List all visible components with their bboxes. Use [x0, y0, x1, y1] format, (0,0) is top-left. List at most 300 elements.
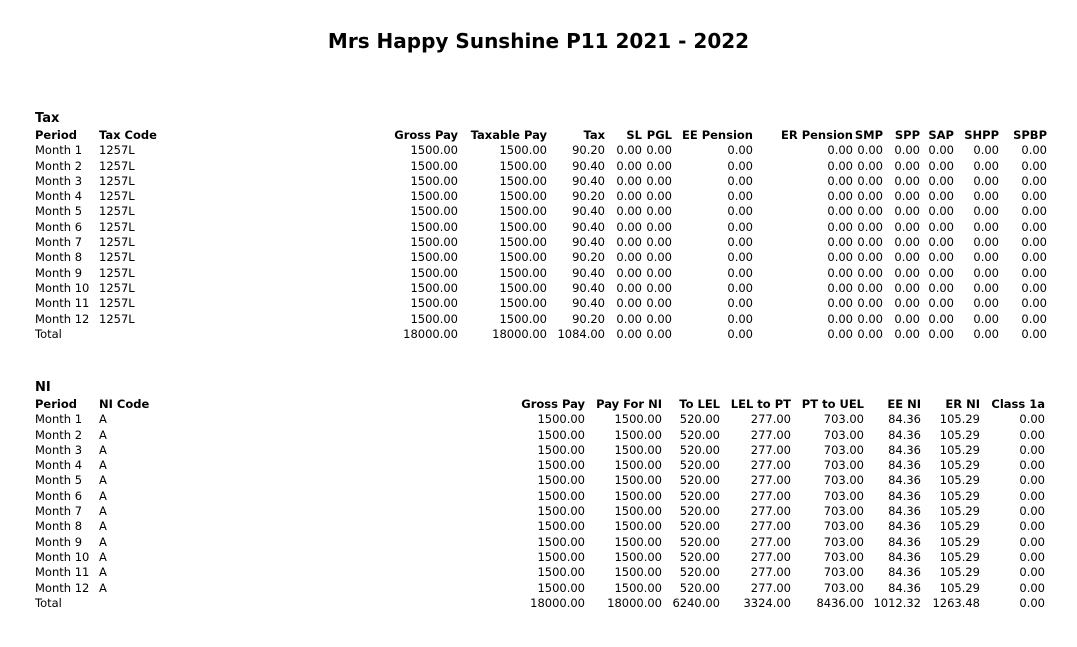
tax-cell-tax-code: 1257L: [99, 189, 135, 204]
ni-cell-lel-to-pt: 277.00: [750, 565, 791, 580]
ni-cell-class-1a: 0.00: [1019, 565, 1045, 580]
tax-cell-tax: 90.40: [572, 280, 605, 295]
ni-cell-period: Month 5: [35, 473, 83, 488]
tax-cell-ee-pension: 0.00: [727, 143, 753, 158]
page-title: Mrs Happy Sunshine P11 2021 - 2022: [327, 29, 750, 53]
ni-cell-lel-to-pt: 277.00: [750, 488, 791, 503]
tax-cell-gross-pay: 1500.00: [410, 173, 458, 188]
tax-cell-pgl: 0.00: [646, 173, 672, 188]
ni-total-row: [35, 596, 1045, 611]
table-row: [35, 250, 1047, 265]
tax-cell-er-pension: 0.00: [827, 143, 853, 158]
tax-cell-tax: 90.40: [572, 235, 605, 250]
tax-cell-tax: 90.20: [572, 143, 605, 158]
ni-cell-gross-pay: 1500.00: [537, 427, 585, 442]
ni-cell-pay-for-ni: 1500.00: [614, 488, 662, 503]
tax-cell-spbp: 0.00: [1021, 219, 1047, 234]
tax-cell-taxable-pay: 1500.00: [499, 280, 547, 295]
table-row: [35, 412, 1045, 427]
tax-table: [35, 128, 1047, 342]
tax-cell-shpp: 0.00: [973, 219, 999, 234]
tax-cell-shpp: 0.00: [973, 296, 999, 311]
tax-cell-tax-code: 1257L: [99, 143, 135, 158]
ni-cell-pt-to-uel: 8436.00: [816, 595, 864, 610]
tax-col-smp: SMP: [854, 128, 883, 142]
tax-cell-taxable-pay: 1500.00: [499, 158, 547, 173]
ni-cell-er-ni: 105.29: [939, 473, 980, 488]
ni-cell-period: Total: [35, 595, 62, 610]
tax-cell-period: Month 2: [35, 158, 83, 173]
tax-cell-taxable-pay: 1500.00: [499, 189, 547, 204]
tax-cell-sap: 0.00: [928, 311, 954, 326]
table-row: [35, 281, 1047, 296]
ni-table: [35, 397, 1045, 611]
ni-cell-ee-ni: 84.36: [888, 504, 921, 519]
tax-cell-er-pension: 0.00: [827, 189, 853, 204]
ni-cell-ni-code: A: [99, 565, 107, 580]
ni-cell-to-lel: 520.00: [679, 504, 720, 519]
ni-cell-gross-pay: 1500.00: [537, 458, 585, 473]
ni-cell-gross-pay: 18000.00: [530, 595, 585, 610]
tax-cell-pgl: 0.00: [646, 280, 672, 295]
ni-cell-ee-ni: 1012.32: [873, 595, 921, 610]
table-row: [35, 489, 1045, 504]
ni-heading: NI: [35, 380, 51, 395]
ni-cell-gross-pay: 1500.00: [537, 488, 585, 503]
ni-cell-gross-pay: 1500.00: [537, 519, 585, 534]
tax-cell-period: Month 4: [35, 189, 83, 204]
ni-cell-pay-for-ni: 1500.00: [614, 549, 662, 564]
ni-cell-lel-to-pt: 277.00: [750, 549, 791, 564]
tax-cell-shpp: 0.00: [973, 311, 999, 326]
tax-cell-smp: 0.00: [857, 235, 883, 250]
tax-cell-sap: 0.00: [928, 296, 954, 311]
ni-cell-lel-to-pt: 277.00: [750, 458, 791, 473]
tax-cell-tax-code: [99, 327, 199, 342]
tax-cell-smp: 0.00: [857, 158, 883, 173]
tax-col-ee-pension: EE Pension: [681, 128, 753, 142]
tax-cell-tax: 90.20: [572, 311, 605, 326]
tax-cell-spp: 0.00: [894, 280, 920, 295]
ni-cell-er-ni: 105.29: [939, 427, 980, 442]
table-row: [35, 220, 1047, 235]
table-row: [35, 159, 1047, 174]
tax-cell-pgl: 0.00: [646, 296, 672, 311]
ni-cell-er-ni: 105.29: [939, 519, 980, 534]
ni-cell-er-ni: 105.29: [939, 442, 980, 457]
table-row: [35, 143, 1047, 158]
tax-cell-sl: 0.00: [616, 265, 642, 280]
ni-cell-lel-to-pt: 277.00: [750, 504, 791, 519]
tax-cell-shpp: 0.00: [973, 326, 999, 341]
tax-cell-period: Month 12: [35, 311, 90, 326]
ni-col-ni-code: NI Code: [99, 397, 150, 411]
tax-cell-tax-code: 1257L: [99, 250, 135, 265]
tax-cell-spbp: 0.00: [1021, 311, 1047, 326]
tax-cell-sl: 0.00: [616, 189, 642, 204]
tax-cell-taxable-pay: 1500.00: [499, 311, 547, 326]
tax-cell-pgl: 0.00: [646, 326, 672, 341]
ni-cell-ee-ni: 84.36: [888, 412, 921, 427]
ni-cell-ni-code: A: [99, 534, 107, 549]
ni-cell-ni-code: A: [99, 549, 107, 564]
ni-cell-to-lel: 520.00: [679, 488, 720, 503]
table-row: [35, 428, 1045, 443]
tax-cell-tax: 90.40: [572, 219, 605, 234]
tax-cell-tax-code: 1257L: [99, 173, 135, 188]
ni-cell-class-1a: 0.00: [1019, 427, 1045, 442]
tax-cell-gross-pay: 1500.00: [410, 265, 458, 280]
tax-cell-taxable-pay: 1500.00: [499, 173, 547, 188]
tax-cell-spp: 0.00: [894, 296, 920, 311]
ni-cell-ni-code: A: [99, 412, 107, 427]
tax-cell-spp: 0.00: [894, 158, 920, 173]
tax-cell-taxable-pay: 1500.00: [499, 265, 547, 280]
tax-col-sl: SL: [626, 128, 642, 142]
ni-cell-pt-to-uel: 703.00: [823, 565, 864, 580]
tax-cell-period: Month 6: [35, 219, 83, 234]
table-row: [35, 535, 1045, 550]
tax-cell-period: Month 10: [35, 280, 90, 295]
tax-cell-sl: 0.00: [616, 173, 642, 188]
table-row: [35, 296, 1047, 311]
tax-cell-er-pension: 0.00: [827, 326, 853, 341]
tax-cell-sap: 0.00: [928, 219, 954, 234]
tax-cell-gross-pay: 1500.00: [410, 296, 458, 311]
table-row: [35, 312, 1047, 327]
table-row: [35, 519, 1045, 534]
tax-cell-spbp: 0.00: [1021, 250, 1047, 265]
tax-cell-pgl: 0.00: [646, 143, 672, 158]
tax-cell-spbp: 0.00: [1021, 158, 1047, 173]
ni-cell-pt-to-uel: 703.00: [823, 473, 864, 488]
tax-cell-period: Total: [35, 326, 62, 341]
tax-cell-er-pension: 0.00: [827, 204, 853, 219]
ni-cell-to-lel: 520.00: [679, 580, 720, 595]
ni-cell-gross-pay: 1500.00: [537, 412, 585, 427]
tax-cell-gross-pay: 1500.00: [410, 250, 458, 265]
tax-cell-tax: 90.40: [572, 265, 605, 280]
ni-cell-to-lel: 520.00: [679, 534, 720, 549]
tax-cell-period: Month 8: [35, 250, 83, 265]
table-row: [35, 458, 1045, 473]
ni-cell-to-lel: 6240.00: [672, 595, 720, 610]
tax-cell-smp: 0.00: [857, 296, 883, 311]
ni-cell-to-lel: 520.00: [679, 549, 720, 564]
ni-cell-period: Month 1: [35, 412, 83, 427]
tax-cell-taxable-pay: 18000.00: [492, 326, 547, 341]
ni-section: [35, 380, 1047, 611]
ni-cell-pay-for-ni: 1500.00: [614, 565, 662, 580]
table-row: [35, 174, 1047, 189]
ni-cell-class-1a: 0.00: [1019, 595, 1045, 610]
tax-cell-sap: 0.00: [928, 326, 954, 341]
ni-cell-ni-code: A: [99, 504, 107, 519]
tax-cell-pgl: 0.00: [646, 204, 672, 219]
tax-cell-tax: 90.20: [572, 250, 605, 265]
tax-cell-er-pension: 0.00: [827, 158, 853, 173]
tax-col-spp: SPP: [894, 128, 920, 142]
tax-cell-gross-pay: 1500.00: [410, 219, 458, 234]
ni-cell-ni-code: A: [99, 442, 107, 457]
tax-cell-ee-pension: 0.00: [727, 265, 753, 280]
tax-cell-sl: 0.00: [616, 235, 642, 250]
tax-cell-shpp: 0.00: [973, 250, 999, 265]
ni-cell-er-ni: 105.29: [939, 488, 980, 503]
tax-cell-ee-pension: 0.00: [727, 326, 753, 341]
tax-cell-spp: 0.00: [894, 189, 920, 204]
tax-cell-smp: 0.00: [857, 219, 883, 234]
ni-cell-pay-for-ni: 1500.00: [614, 534, 662, 549]
ni-cell-pay-for-ni: 1500.00: [614, 412, 662, 427]
ni-cell-class-1a: 0.00: [1019, 488, 1045, 503]
ni-cell-pay-for-ni: 1500.00: [614, 580, 662, 595]
ni-cell-ni-code: [99, 596, 299, 611]
tax-cell-tax: 90.40: [572, 204, 605, 219]
table-row: [35, 235, 1047, 250]
ni-cell-lel-to-pt: 277.00: [750, 519, 791, 534]
tax-cell-sl: 0.00: [616, 250, 642, 265]
tax-cell-er-pension: 0.00: [827, 173, 853, 188]
tax-cell-shpp: 0.00: [973, 280, 999, 295]
tax-cell-ee-pension: 0.00: [727, 280, 753, 295]
ni-cell-pay-for-ni: 1500.00: [614, 458, 662, 473]
tax-cell-tax: 90.20: [572, 189, 605, 204]
ni-cell-lel-to-pt: 277.00: [750, 473, 791, 488]
tax-cell-period: Month 5: [35, 204, 83, 219]
ni-cell-pt-to-uel: 703.00: [823, 519, 864, 534]
ni-cell-to-lel: 520.00: [679, 412, 720, 427]
tax-cell-spbp: 0.00: [1021, 173, 1047, 188]
tax-cell-tax: 1084.00: [557, 326, 605, 341]
ni-col-lel-to-pt: LEL to PT: [730, 397, 791, 411]
tax-cell-ee-pension: 0.00: [727, 250, 753, 265]
ni-cell-pt-to-uel: 703.00: [823, 549, 864, 564]
ni-cell-period: Month 2: [35, 427, 83, 442]
table-row: [35, 204, 1047, 219]
ni-cell-gross-pay: 1500.00: [537, 580, 585, 595]
tax-cell-taxable-pay: 1500.00: [499, 143, 547, 158]
tax-cell-spbp: 0.00: [1021, 265, 1047, 280]
tax-cell-spp: 0.00: [894, 235, 920, 250]
ni-col-er-ni: ER NI: [945, 397, 980, 411]
tax-cell-gross-pay: 18000.00: [403, 326, 458, 341]
tax-cell-sl: 0.00: [616, 326, 642, 341]
ni-cell-lel-to-pt: 3324.00: [743, 595, 791, 610]
ni-cell-ni-code: A: [99, 427, 107, 442]
ni-cell-pt-to-uel: 703.00: [823, 427, 864, 442]
ni-cell-gross-pay: 1500.00: [537, 473, 585, 488]
ni-cell-class-1a: 0.00: [1019, 549, 1045, 564]
tax-cell-spbp: 0.00: [1021, 296, 1047, 311]
tax-col-spbp: SPBP: [1013, 128, 1047, 142]
ni-cell-lel-to-pt: 277.00: [750, 412, 791, 427]
tax-cell-ee-pension: 0.00: [727, 189, 753, 204]
ni-cell-er-ni: 105.29: [939, 565, 980, 580]
tax-total-row: [35, 327, 1047, 342]
tax-cell-tax-code: 1257L: [99, 219, 135, 234]
tax-cell-sap: 0.00: [928, 265, 954, 280]
tax-cell-spp: 0.00: [894, 326, 920, 341]
tax-cell-tax-code: 1257L: [99, 280, 135, 295]
ni-cell-er-ni: 105.29: [939, 534, 980, 549]
tax-cell-tax: 90.40: [572, 296, 605, 311]
tax-cell-sl: 0.00: [616, 158, 642, 173]
tax-cell-ee-pension: 0.00: [727, 219, 753, 234]
tax-cell-period: Month 1: [35, 143, 83, 158]
ni-cell-ee-ni: 84.36: [888, 580, 921, 595]
tax-cell-sap: 0.00: [928, 189, 954, 204]
tax-cell-ee-pension: 0.00: [727, 311, 753, 326]
tax-cell-pgl: 0.00: [646, 219, 672, 234]
ni-cell-ni-code: A: [99, 473, 107, 488]
ni-cell-gross-pay: 1500.00: [537, 504, 585, 519]
ni-cell-ni-code: A: [99, 519, 107, 534]
tax-cell-pgl: 0.00: [646, 265, 672, 280]
tax-cell-ee-pension: 0.00: [727, 173, 753, 188]
tax-cell-spp: 0.00: [894, 250, 920, 265]
tax-cell-pgl: 0.00: [646, 250, 672, 265]
ni-cell-er-ni: 1263.48: [932, 595, 980, 610]
tax-cell-period: Month 11: [35, 296, 90, 311]
tax-cell-sap: 0.00: [928, 173, 954, 188]
tax-cell-gross-pay: 1500.00: [410, 204, 458, 219]
ni-cell-class-1a: 0.00: [1019, 504, 1045, 519]
tax-cell-spp: 0.00: [894, 311, 920, 326]
ni-cell-lel-to-pt: 277.00: [750, 534, 791, 549]
tax-cell-taxable-pay: 1500.00: [499, 235, 547, 250]
tax-cell-sap: 0.00: [928, 158, 954, 173]
table-row: [35, 581, 1045, 596]
tax-cell-tax-code: 1257L: [99, 204, 135, 219]
ni-cell-ee-ni: 84.36: [888, 427, 921, 442]
ni-cell-pay-for-ni: 1500.00: [614, 427, 662, 442]
tax-cell-shpp: 0.00: [973, 204, 999, 219]
tax-cell-er-pension: 0.00: [827, 296, 853, 311]
tax-cell-er-pension: 0.00: [827, 250, 853, 265]
ni-cell-lel-to-pt: 277.00: [750, 442, 791, 457]
ni-cell-period: Month 4: [35, 458, 83, 473]
tax-cell-pgl: 0.00: [646, 189, 672, 204]
ni-cell-period: Month 3: [35, 442, 83, 457]
tax-cell-tax-code: 1257L: [99, 311, 135, 326]
tax-col-tax-code: Tax Code: [99, 128, 157, 142]
ni-cell-period: Month 8: [35, 519, 83, 534]
ni-cell-pt-to-uel: 703.00: [823, 580, 864, 595]
tax-cell-sl: 0.00: [616, 280, 642, 295]
ni-cell-er-ni: 105.29: [939, 458, 980, 473]
tax-cell-tax: 90.40: [572, 158, 605, 173]
ni-cell-gross-pay: 1500.00: [537, 549, 585, 564]
tax-cell-smp: 0.00: [857, 204, 883, 219]
tax-cell-taxable-pay: 1500.00: [499, 250, 547, 265]
tax-cell-spbp: 0.00: [1021, 204, 1047, 219]
tax-heading: Tax: [35, 111, 60, 126]
tax-cell-shpp: 0.00: [973, 235, 999, 250]
tax-cell-shpp: 0.00: [973, 143, 999, 158]
ni-col-period: Period: [35, 397, 77, 411]
tax-col-taxable-pay: Taxable Pay: [470, 128, 547, 142]
ni-cell-to-lel: 520.00: [679, 519, 720, 534]
tax-cell-smp: 0.00: [857, 250, 883, 265]
table-row: [35, 565, 1045, 580]
ni-col-pt-to-uel: PT to UEL: [801, 397, 864, 411]
ni-cell-pay-for-ni: 1500.00: [614, 519, 662, 534]
ni-cell-to-lel: 520.00: [679, 473, 720, 488]
ni-cell-er-ni: 105.29: [939, 580, 980, 595]
ni-cell-ee-ni: 84.36: [888, 473, 921, 488]
tax-cell-spp: 0.00: [894, 265, 920, 280]
tax-cell-tax-code: 1257L: [99, 265, 135, 280]
ni-col-gross-pay: Gross Pay: [521, 397, 585, 411]
tax-cell-sap: 0.00: [928, 280, 954, 295]
ni-cell-pt-to-uel: 703.00: [823, 458, 864, 473]
ni-cell-ee-ni: 84.36: [888, 565, 921, 580]
ni-cell-er-ni: 105.29: [939, 549, 980, 564]
tax-cell-sap: 0.00: [928, 204, 954, 219]
tax-cell-ee-pension: 0.00: [727, 296, 753, 311]
tax-cell-smp: 0.00: [857, 311, 883, 326]
table-row: [35, 473, 1045, 488]
ni-cell-pt-to-uel: 703.00: [823, 534, 864, 549]
table-row: [35, 504, 1045, 519]
ni-cell-ni-code: A: [99, 488, 107, 503]
ni-cell-ee-ni: 84.36: [888, 534, 921, 549]
tax-col-shpp: SHPP: [964, 128, 999, 142]
tax-cell-smp: 0.00: [857, 326, 883, 341]
table-row: [35, 550, 1045, 565]
tax-cell-er-pension: 0.00: [827, 235, 853, 250]
ni-cell-to-lel: 520.00: [679, 427, 720, 442]
tax-cell-smp: 0.00: [857, 280, 883, 295]
tax-cell-sap: 0.00: [928, 143, 954, 158]
ni-cell-ee-ni: 84.36: [888, 488, 921, 503]
tax-cell-shpp: 0.00: [973, 173, 999, 188]
tax-cell-gross-pay: 1500.00: [410, 158, 458, 173]
tax-cell-spbp: 0.00: [1021, 326, 1047, 341]
tax-cell-ee-pension: 0.00: [727, 235, 753, 250]
tax-cell-ee-pension: 0.00: [727, 204, 753, 219]
ni-cell-to-lel: 520.00: [679, 458, 720, 473]
tax-cell-spbp: 0.00: [1021, 143, 1047, 158]
ni-col-to-lel: To LEL: [679, 397, 720, 411]
ni-cell-to-lel: 520.00: [679, 565, 720, 580]
ni-col-pay-for-ni: Pay For NI: [596, 397, 662, 411]
tax-col-er-pension: ER Pension: [780, 128, 853, 142]
ni-cell-gross-pay: 1500.00: [537, 442, 585, 457]
ni-cell-period: Month 12: [35, 580, 90, 595]
tax-cell-gross-pay: 1500.00: [410, 280, 458, 295]
tax-cell-shpp: 0.00: [973, 189, 999, 204]
ni-cell-ee-ni: 84.36: [888, 519, 921, 534]
tax-cell-tax-code: 1257L: [99, 235, 135, 250]
tax-col-sap: SAP: [928, 128, 954, 142]
tax-cell-sl: 0.00: [616, 204, 642, 219]
tax-cell-sap: 0.00: [928, 250, 954, 265]
tax-cell-spp: 0.00: [894, 204, 920, 219]
tax-cell-pgl: 0.00: [646, 235, 672, 250]
tax-cell-gross-pay: 1500.00: [410, 311, 458, 326]
ni-cell-pay-for-ni: 1500.00: [614, 442, 662, 457]
tax-cell-tax-code: 1257L: [99, 158, 135, 173]
tax-cell-period: Month 9: [35, 265, 83, 280]
tax-cell-pgl: 0.00: [646, 311, 672, 326]
tax-cell-shpp: 0.00: [973, 158, 999, 173]
ni-cell-pt-to-uel: 703.00: [823, 488, 864, 503]
ni-cell-class-1a: 0.00: [1019, 534, 1045, 549]
tax-cell-ee-pension: 0.00: [727, 158, 753, 173]
ni-header-row: [35, 397, 1045, 412]
